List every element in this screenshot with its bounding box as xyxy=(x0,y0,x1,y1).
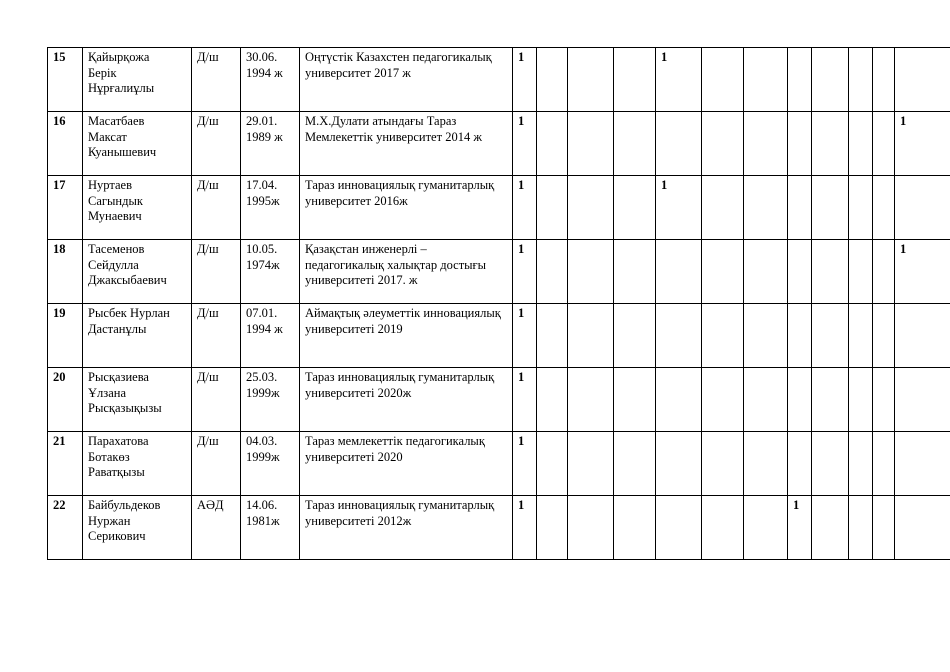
birth-date-line: 17.04. xyxy=(246,178,278,192)
position-cell: Д/ш xyxy=(192,432,241,496)
education-cell: Қазақстан инженерлі – педагогикалық халықтар достығы университеті 2017. ж xyxy=(300,240,513,304)
mark-cell xyxy=(744,176,788,240)
birth-date-cell xyxy=(241,432,300,496)
mark-cell xyxy=(788,368,812,432)
mark-cell xyxy=(537,368,568,432)
mark-cell xyxy=(568,432,614,496)
mark-cell xyxy=(812,304,849,368)
mark-cell xyxy=(895,496,950,560)
position-cell: Д/ш xyxy=(192,240,241,304)
mark-cell xyxy=(873,368,895,432)
mark-cell: 1 xyxy=(513,304,537,368)
mark-cell: 1 xyxy=(788,496,812,560)
birth-date-line: 1994 ж xyxy=(246,321,283,336)
row-number: 22 xyxy=(48,496,83,560)
birth-date-line: 1995ж xyxy=(246,193,280,208)
person-name-cell xyxy=(83,112,192,176)
mark-cell xyxy=(873,432,895,496)
person-name-line: Тасеменов xyxy=(88,242,145,256)
mark-cell xyxy=(568,48,614,112)
education-cell: Аймақтық әлеуметтік инновациялық университеті 2019 xyxy=(300,304,513,368)
mark-cell: 1 xyxy=(513,368,537,432)
row-number: 16 xyxy=(48,112,83,176)
position-cell: Д/ш xyxy=(192,176,241,240)
mark-cell xyxy=(744,304,788,368)
table-row xyxy=(48,176,950,240)
mark-cell xyxy=(537,48,568,112)
mark-cell xyxy=(744,48,788,112)
mark-cell xyxy=(873,496,895,560)
education-cell: М.Х.Дулати атындағы Тараз Мемлекеттік университет 2014 ж xyxy=(300,112,513,176)
mark-cell xyxy=(702,304,744,368)
mark-cell xyxy=(614,496,656,560)
mark-cell xyxy=(873,304,895,368)
mark-cell xyxy=(744,368,788,432)
mark-cell xyxy=(812,240,849,304)
birth-date-line: 1999ж xyxy=(246,385,280,400)
person-name-line: Сейдулла xyxy=(88,257,139,272)
mark-cell xyxy=(614,48,656,112)
mark-cell xyxy=(788,304,812,368)
mark-cell xyxy=(849,432,873,496)
person-name-line: Байбульдеков xyxy=(88,498,161,512)
mark-cell xyxy=(702,176,744,240)
birth-date-line: 14.06. xyxy=(246,498,278,512)
mark-cell xyxy=(656,304,702,368)
mark-cell xyxy=(614,176,656,240)
birth-date-cell xyxy=(241,304,300,368)
mark-cell xyxy=(812,112,849,176)
person-name-line: Берік xyxy=(88,65,117,80)
person-name-cell xyxy=(83,368,192,432)
row-number: 19 xyxy=(48,304,83,368)
person-name-line: Рысқазықызы xyxy=(88,401,162,415)
mark-cell xyxy=(895,48,950,112)
birth-date-line: 25.03. xyxy=(246,370,278,384)
table-row xyxy=(48,112,950,176)
mark-cell: 1 xyxy=(513,240,537,304)
row-number: 17 xyxy=(48,176,83,240)
mark-cell xyxy=(568,112,614,176)
mark-cell xyxy=(702,112,744,176)
birth-date-line: 10.05. xyxy=(246,242,278,256)
birth-date-line: 1974ж xyxy=(246,257,280,272)
mark-cell: 1 xyxy=(656,48,702,112)
mark-cell xyxy=(873,176,895,240)
mark-cell xyxy=(614,304,656,368)
mark-cell: 1 xyxy=(513,112,537,176)
row-number: 18 xyxy=(48,240,83,304)
birth-date-line: 04.03. xyxy=(246,434,278,448)
mark-cell xyxy=(788,240,812,304)
person-name-line: Сагындык xyxy=(88,193,143,208)
mark-cell xyxy=(537,112,568,176)
person-name-cell xyxy=(83,176,192,240)
birth-date-line: 30.06. xyxy=(246,50,278,64)
birth-date-line: 1999ж xyxy=(246,449,280,464)
mark-cell: 1 xyxy=(895,240,950,304)
mark-cell xyxy=(568,176,614,240)
birth-date-line: 1994 ж xyxy=(246,65,283,80)
birth-date-cell xyxy=(241,368,300,432)
person-name-line: Парахатова xyxy=(88,434,149,448)
mark-cell xyxy=(656,432,702,496)
mark-cell xyxy=(568,240,614,304)
mark-cell xyxy=(537,240,568,304)
table-row xyxy=(48,304,950,368)
education-cell: Тараз инновациялық гуманитарлық университеті 2020ж xyxy=(300,368,513,432)
mark-cell xyxy=(656,240,702,304)
mark-cell xyxy=(873,112,895,176)
person-name-cell xyxy=(83,304,192,368)
mark-cell xyxy=(873,240,895,304)
row-number: 20 xyxy=(48,368,83,432)
person-name-line: Куанышевич xyxy=(88,145,157,159)
birth-date-line: 1989 ж xyxy=(246,129,283,144)
education-cell: Тараз мемлекеттік педагогикалық университеті 2020 xyxy=(300,432,513,496)
mark-cell xyxy=(702,368,744,432)
person-name-line: Нуртаев xyxy=(88,178,132,192)
mark-cell: 1 xyxy=(656,176,702,240)
mark-cell xyxy=(537,304,568,368)
mark-cell xyxy=(656,496,702,560)
mark-cell xyxy=(849,48,873,112)
mark-cell xyxy=(788,176,812,240)
person-name-line: Рысқазиева xyxy=(88,370,149,384)
education-cell: Тараз инновациялық гуманитарлық университеті 2012ж xyxy=(300,496,513,560)
table-row xyxy=(48,496,950,560)
mark-cell xyxy=(849,304,873,368)
mark-cell xyxy=(849,240,873,304)
person-name-line: Нұрғалиұлы xyxy=(88,81,155,95)
person-name-line: Мунаевич xyxy=(88,209,142,223)
mark-cell xyxy=(812,48,849,112)
person-name-line: Серикович xyxy=(88,529,146,543)
position-cell: Д/ш xyxy=(192,304,241,368)
mark-cell xyxy=(568,368,614,432)
person-name-cell xyxy=(83,496,192,560)
person-name-line: Ботакөз xyxy=(88,449,130,464)
birth-date-line: 07.01. xyxy=(246,306,278,320)
mark-cell xyxy=(812,432,849,496)
position-cell: АӘД xyxy=(192,496,241,560)
staff-table xyxy=(47,47,950,560)
mark-cell: 1 xyxy=(513,496,537,560)
person-name-line: Дастанұлы xyxy=(88,321,147,336)
mark-cell: 1 xyxy=(513,432,537,496)
person-name-line: Джаксыбаевич xyxy=(88,273,167,287)
mark-cell xyxy=(702,240,744,304)
mark-cell: 1 xyxy=(513,176,537,240)
person-name-line: Рысбек Нурлан xyxy=(88,306,170,320)
birth-date-line: 1981ж xyxy=(246,513,280,528)
table-row xyxy=(48,368,950,432)
mark-cell xyxy=(895,176,950,240)
table-row xyxy=(48,432,950,496)
mark-cell xyxy=(788,112,812,176)
mark-cell xyxy=(895,304,950,368)
mark-cell xyxy=(849,496,873,560)
person-name-cell xyxy=(83,48,192,112)
table-row xyxy=(48,48,950,112)
row-number: 15 xyxy=(48,48,83,112)
mark-cell xyxy=(614,432,656,496)
mark-cell xyxy=(537,176,568,240)
mark-cell: 1 xyxy=(895,112,950,176)
mark-cell xyxy=(702,48,744,112)
mark-cell xyxy=(812,496,849,560)
birth-date-cell xyxy=(241,176,300,240)
person-name-line: Нуржан xyxy=(88,513,131,528)
education-cell: Оңтүстік Казахстен педагогикалық университет 2017 ж xyxy=(300,48,513,112)
birth-date-cell xyxy=(241,496,300,560)
mark-cell xyxy=(744,496,788,560)
mark-cell xyxy=(849,176,873,240)
birth-date-line: 29.01. xyxy=(246,114,278,128)
mark-cell xyxy=(895,368,950,432)
table-row xyxy=(48,240,950,304)
position-cell: Д/ш xyxy=(192,368,241,432)
person-name-line: Раватқызы xyxy=(88,465,145,479)
mark-cell xyxy=(702,432,744,496)
birth-date-cell xyxy=(241,48,300,112)
mark-cell xyxy=(873,48,895,112)
birth-date-cell xyxy=(241,112,300,176)
mark-cell xyxy=(537,432,568,496)
mark-cell xyxy=(895,432,950,496)
mark-cell xyxy=(812,368,849,432)
mark-cell xyxy=(849,368,873,432)
mark-cell xyxy=(744,432,788,496)
person-name-cell xyxy=(83,240,192,304)
education-cell: Тараз инновациялық гуманитарлық университет 2016ж xyxy=(300,176,513,240)
person-name-line: Максат xyxy=(88,129,127,144)
mark-cell xyxy=(568,496,614,560)
mark-cell xyxy=(702,496,744,560)
mark-cell xyxy=(788,48,812,112)
mark-cell xyxy=(812,176,849,240)
mark-cell xyxy=(744,240,788,304)
position-cell: Д/ш xyxy=(192,112,241,176)
mark-cell xyxy=(568,304,614,368)
mark-cell xyxy=(656,368,702,432)
position-cell: Д/ш xyxy=(192,48,241,112)
mark-cell: 1 xyxy=(513,48,537,112)
mark-cell xyxy=(614,112,656,176)
person-name-line: Масатбаев xyxy=(88,114,145,128)
birth-date-cell xyxy=(241,240,300,304)
mark-cell xyxy=(614,240,656,304)
mark-cell xyxy=(614,368,656,432)
mark-cell xyxy=(656,112,702,176)
mark-cell xyxy=(537,496,568,560)
person-name-line: Қайырқожа xyxy=(88,50,150,64)
mark-cell xyxy=(744,112,788,176)
mark-cell xyxy=(788,432,812,496)
person-name-cell xyxy=(83,432,192,496)
row-number: 21 xyxy=(48,432,83,496)
mark-cell xyxy=(849,112,873,176)
person-name-line: Ұлзана xyxy=(88,385,126,400)
